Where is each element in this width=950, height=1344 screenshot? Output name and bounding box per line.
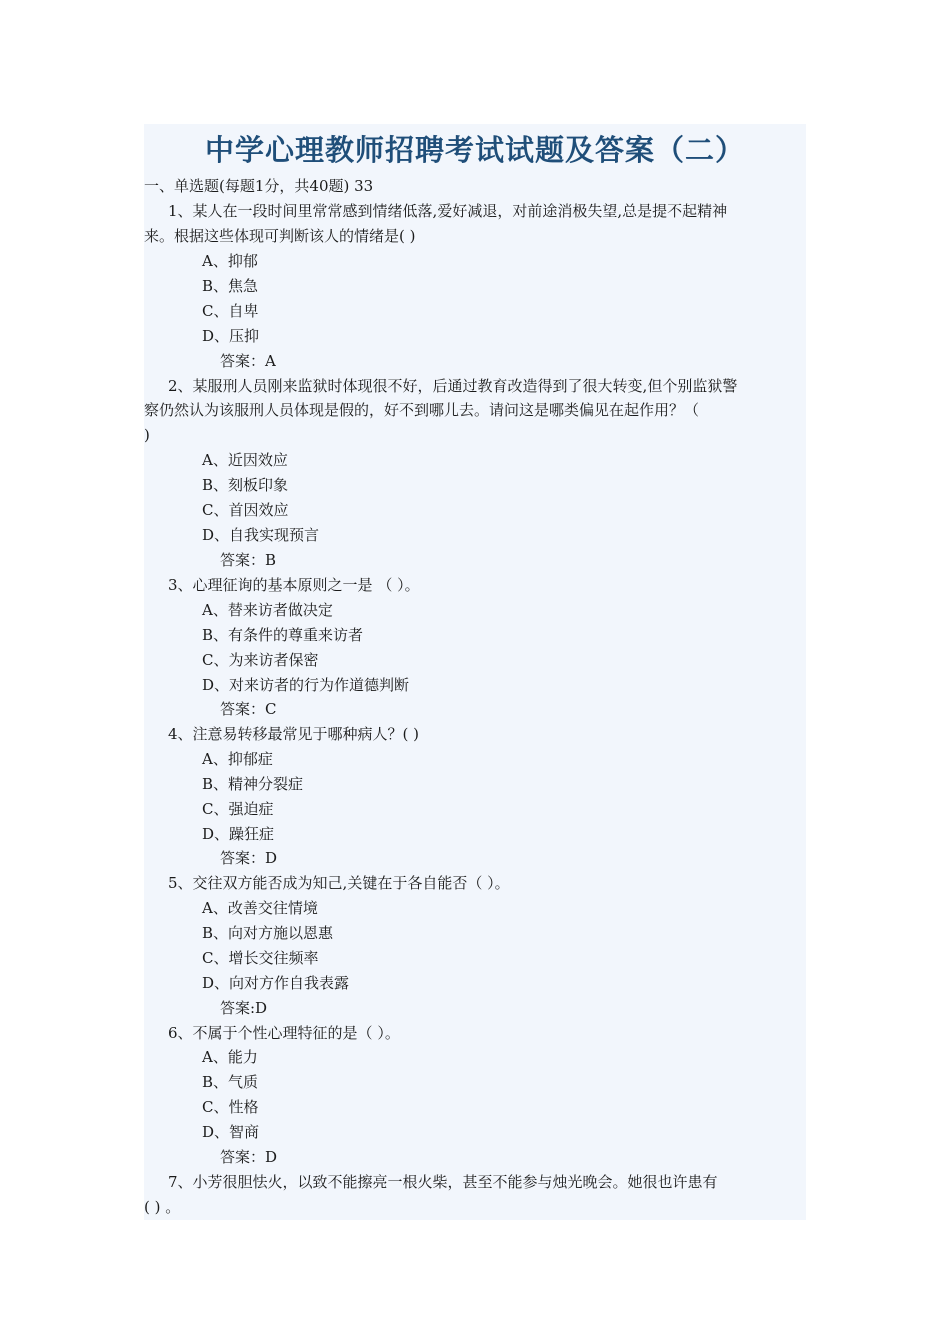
- question-4-answer: 答案：D: [220, 849, 278, 867]
- question-3-answer: 答案：C: [220, 700, 277, 718]
- question-2-answer: 答案：B: [220, 551, 277, 569]
- question-3-option-a: A、替来访者做决定: [202, 601, 333, 619]
- question-6-stem: 6、不属于个性心理特征的是（ ）。: [168, 1024, 400, 1042]
- question-3-stem: 3、心理征询的基本原则之一是 （ ）。: [168, 576, 420, 594]
- question-5-answer: 答案:D: [220, 999, 268, 1017]
- question-5-option-d: D、向对方作自我表露: [202, 974, 350, 992]
- question-1-stem: 1、某人在一段时间里常常感到情绪低落,爱好减退，对前途消极失望,总是提不起精神: [168, 202, 728, 220]
- section-heading: 一、单选题(每题1分，共40题) 33: [144, 177, 374, 195]
- question-4-option-d: D、躁狂症: [202, 825, 275, 843]
- question-1-option-c: C、自卑: [202, 302, 259, 320]
- question-1-answer: 答案：A: [220, 352, 276, 370]
- question-1-stem-cont: 来。根据这些体现可判断该人的情绪是( ): [144, 227, 416, 245]
- question-1-option-b: B、焦急: [202, 277, 259, 295]
- question-5-option-b: B、向对方施以恩惠: [202, 924, 334, 942]
- question-2-stem: 2、某服刑人员刚来监狱时体现很不好，后通过教育改造得到了很大转变,但个别监狱警: [168, 377, 738, 395]
- question-6-option-c: C、性格: [202, 1098, 259, 1116]
- document-title: 中学心理教师招聘考试试题及答案（二）: [204, 133, 745, 167]
- question-5-stem: 5、交往双方能否成为知己,关键在于各自能否（ ）。: [168, 874, 510, 892]
- question-3-option-c: C、为来访者保密: [202, 651, 319, 669]
- question-6-answer: 答案：D: [220, 1148, 278, 1166]
- question-2-option-d: D、自我实现预言: [202, 526, 320, 544]
- question-5-option-c: C、增长交往频率: [202, 949, 319, 967]
- question-4-stem: 4、注意易转移最常见于哪种病人？( ): [168, 725, 420, 743]
- question-1-option-a: A、抑郁: [202, 252, 258, 270]
- question-4-option-a: A、抑郁症: [202, 750, 273, 768]
- question-6-option-a: A、能力: [202, 1048, 258, 1066]
- question-3-option-b: B、有条件的尊重来访者: [202, 626, 364, 644]
- question-1-option-d: D、压抑: [202, 327, 260, 345]
- question-7-stem: 7、小芳很胆怯火，以致不能擦亮一根火柴，甚至不能参与烛光晚会。她很也许患有: [168, 1173, 718, 1191]
- question-3-option-d: D、对来访者的行为作道德判断: [202, 676, 410, 694]
- question-2-option-b: B、刻板印象: [202, 476, 289, 494]
- question-4-option-c: C、强迫症: [202, 800, 274, 818]
- question-6-option-d: D、智商: [202, 1123, 260, 1141]
- question-2-option-c: C、首因效应: [202, 501, 289, 519]
- question-2-stem-cont: 察仍然认为该服刑人员体现是假的，好不到哪儿去。请问这是哪类偏见在起作用？（: [144, 401, 700, 419]
- question-4-option-b: B、精神分裂症: [202, 775, 304, 793]
- question-6-option-b: B、气质: [202, 1073, 259, 1091]
- question-2-option-a: A、近因效应: [202, 451, 288, 469]
- question-7-stem-cont: ( ) 。: [144, 1198, 181, 1216]
- question-5-option-a: A、改善交往情境: [202, 899, 318, 917]
- question-2-stem-end: ): [144, 426, 150, 444]
